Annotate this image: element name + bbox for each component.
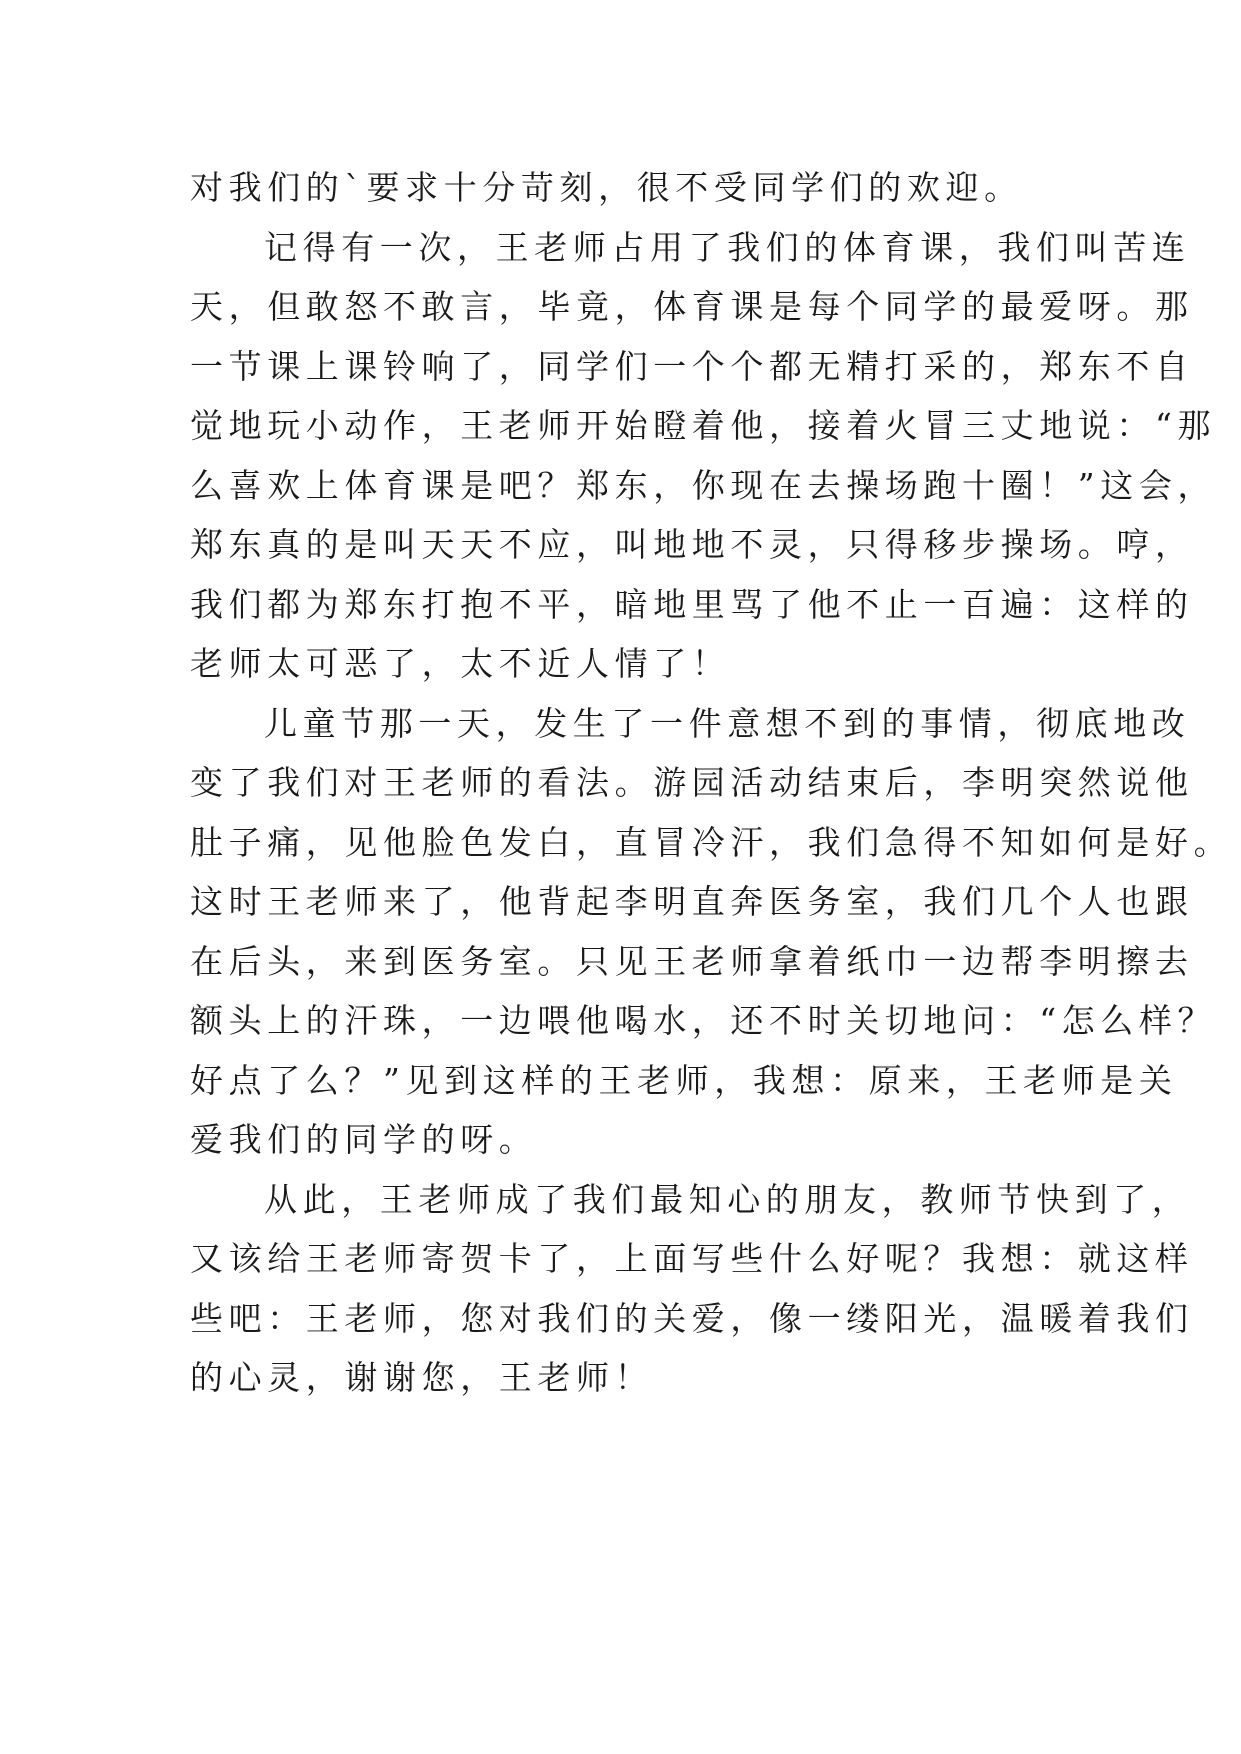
text-line: 肚子痛，见他脸色发白，直冒冷汗，我们急得不知如何是好。 [190, 822, 1233, 862]
text-line: 额头上的汗珠，一边喂他喝水，还不时关切地问：“怎么样？ [190, 1001, 1217, 1040]
text-line: 对我们的`要求十分苛刻，很不受同学们的欢迎。 [190, 168, 1023, 207]
text-line: 在后头，来到医务室。只见王老师拿着纸巾一边帮李明擦去 [190, 941, 1194, 981]
paragraph-first-line: 从此，王老师成了我们最知心的朋友，教师节快到了， [264, 1179, 1191, 1219]
text-line: 天，但敢怒不敢言，毕竟，体育课是每个同学的最爱呀。那 [190, 287, 1194, 326]
text-line: 变了我们对王老师的看法。游园活动结束后，李明突然说他 [190, 763, 1194, 802]
paragraph-first-line: 儿童节那一天，发生了一件意想不到的事情，彻底地改 [264, 703, 1191, 743]
paragraph-first-line: 记得有一次，王老师占用了我们的体育课，我们叫苦连 [264, 227, 1191, 267]
text-line: 我们都为郑东打抱不平，暗地里骂了他不止一百遍：这样的 [190, 584, 1194, 624]
text-line: 觉地玩小动作，王老师开始瞪着他，接着火冒三丈地说：“那 [190, 406, 1217, 445]
text-line: 老师太可恶了，太不近人情了！ [190, 644, 731, 683]
text-line: 这时王老师来了，他背起李明直奔医务室，我们几个人也跟 [190, 882, 1194, 921]
text-line: 郑东真的是叫天天不应，叫地地不灵，只得移步操场。哼， [190, 525, 1194, 564]
text-line: 爱我们的同学的呀。 [190, 1120, 538, 1159]
document-body [190, 158, 1233, 1408]
text-line: 又该给王老师寄贺卡了，上面写些什么好呢？我想：就这样 [190, 1239, 1194, 1278]
text-line: 好点了么？”见到这样的王老师，我想：原来，王老师是关 [190, 1060, 1178, 1100]
text-line: 一节课上课铃响了，同学们一个个都无精打采的，郑东不自 [190, 346, 1194, 386]
text-line: 么喜欢上体育课是吧？郑东，你现在去操场跑十圈！”这会， [190, 465, 1217, 505]
text-line: 些吧：王老师，您对我们的关爱，像一缕阳光，温暖着我们 [190, 1298, 1194, 1338]
text-line: 的心灵，谢谢您，王老师！ [190, 1358, 654, 1397]
